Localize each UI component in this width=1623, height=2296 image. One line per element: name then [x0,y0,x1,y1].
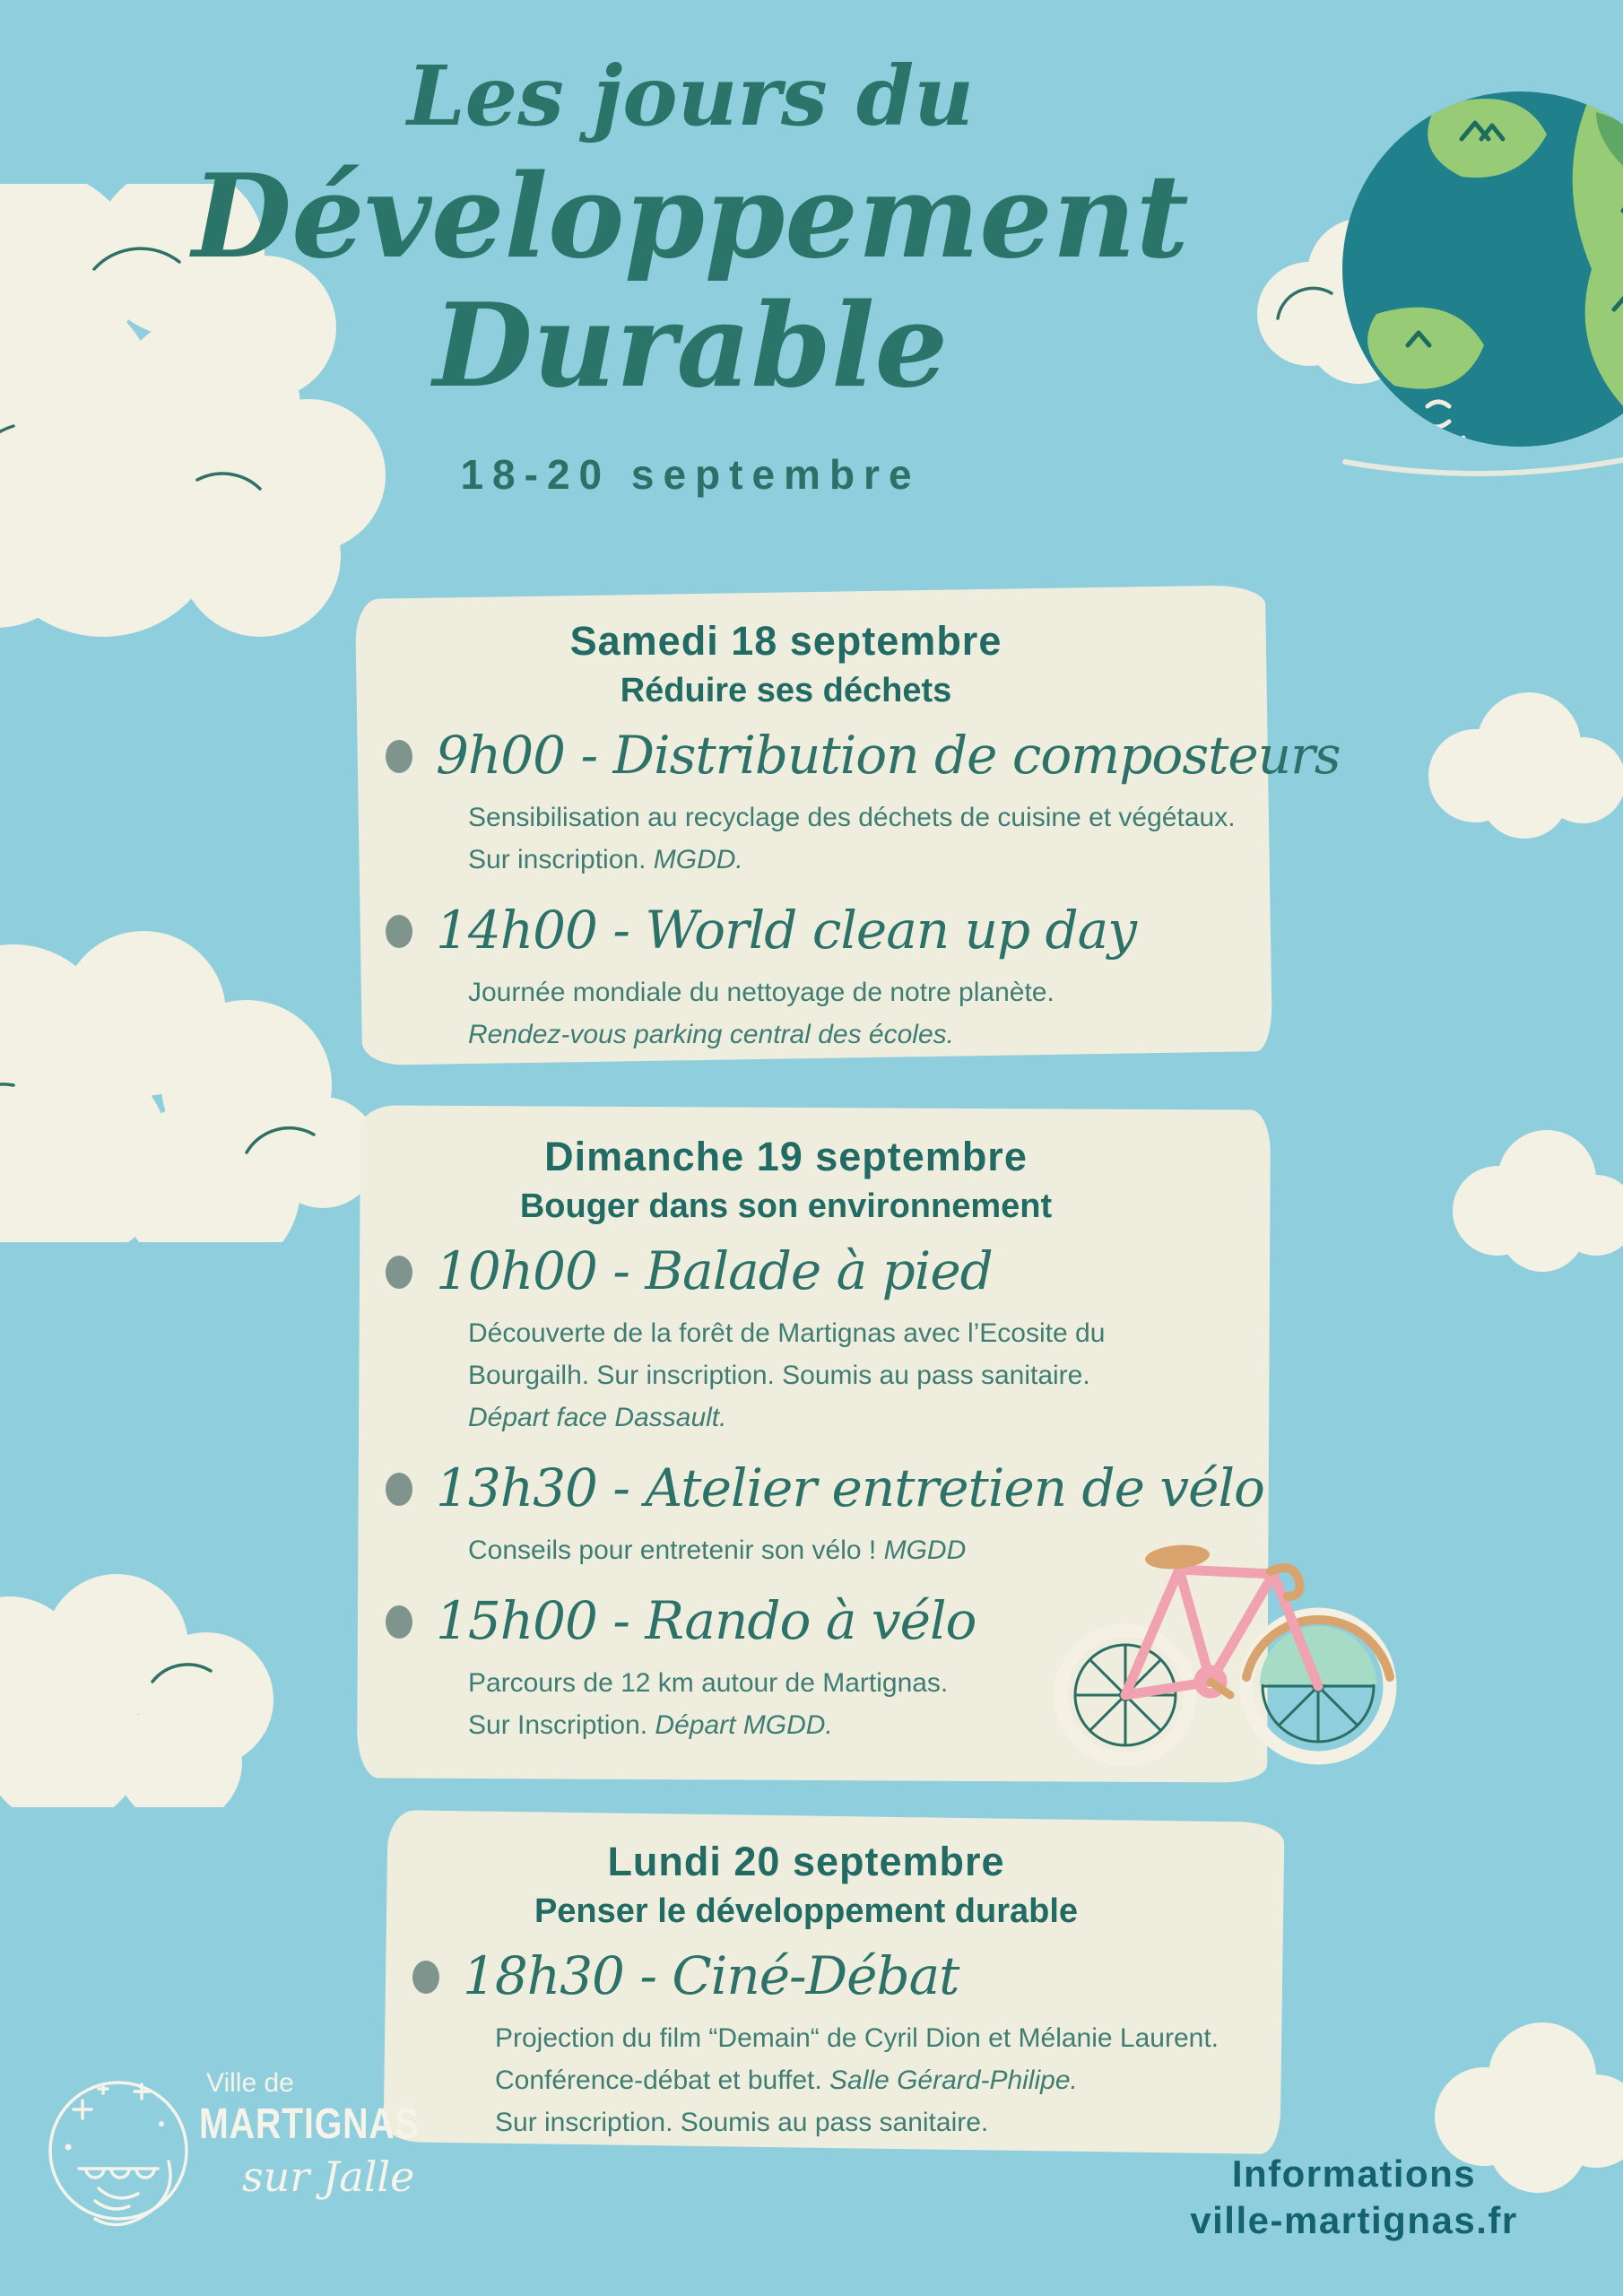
description-segment: Rendez-vous parking central des écoles. [468,1019,954,1049]
logo-martignas: MARTIGNAS [199,2100,420,2148]
card-day-title: Lundi 20 septembre [607,1839,1005,1884]
description-segment: Départ MGDD. [655,1709,833,1740]
description-segment: Projection du film “Demain“ de Cyril Dion et Mélanie Laurent. [495,2022,1219,2053]
event-time-title: 18h30 - Ciné-Débat [463,1945,959,2007]
event-time-title: 15h00 - Rando à vélo [436,1590,976,1652]
event-time-title: 14h00 - World clean up day [436,900,1136,961]
description-segment: Conférence-débat et buffet. [495,2066,830,2096]
description-segment: MGDD. [653,845,743,875]
description-segment: Bourgailh. Sur inscription. Soumis au pass sanitaire. [468,1361,1090,1391]
description-segment: Conseils pour entretenir son vélo ! [468,1535,884,1565]
martignas-sur-jalle-logo [36,2054,206,2251]
card-day-title: Samedi 18 septembre [569,618,1002,664]
card-theme: Bouger dans son environnement [519,1187,1053,1225]
card-theme: Réduire ses déchets [620,671,952,709]
bicycle-icon [1045,1507,1403,1776]
description-segment: Sensibilisation au recyclage des déchets de cuisine et végétaux. [468,802,1236,832]
logo-ville-de: Ville de [206,2068,294,2098]
description-segment: MGDD [883,1535,967,1565]
info-block [1157,2151,1551,2244]
description-segment: Départ face Dassault. [468,1403,727,1433]
logo-sur-jalle: sur Jalle [242,2152,415,2202]
info-website: ville-martignas.fr [1190,2199,1518,2241]
date-range: 18-20 septembre [460,450,921,498]
description-segment: Découverte de la forêt de Martignas avec l’Ecosite du [468,1318,1106,1348]
description-segment: Sur inscription. Soumis au pass sanitaire. [495,2108,989,2138]
description-segment: Sur Inscription. [468,1709,655,1740]
description-segment: Parcours de 12 km autour de Martignas. [468,1667,949,1698]
description-segment: Sur inscription. [468,845,654,875]
event-time-title: 9h00 - Distribution de composteurs [436,725,1341,787]
description-segment: Salle Gérard-Philipe. [829,2066,1078,2096]
title-line-2: Développement [192,149,1189,284]
card-day-title: Dimanche 19 septembre [544,1134,1028,1179]
card-theme: Penser le développement durable [534,1892,1079,1930]
event-time-title: 13h30 - Atelier entretien de vélo [436,1457,1264,1519]
title-line-1: Les jours du [406,48,975,144]
logo-text [199,2067,468,2201]
info-label: Informations [1231,2152,1477,2195]
title-line-3: Durable [433,279,948,414]
description-segment: Journée mondiale du nettoyage de notre planète. [468,977,1055,1007]
event-time-title: 10h00 - Balade à pied [436,1240,993,1302]
